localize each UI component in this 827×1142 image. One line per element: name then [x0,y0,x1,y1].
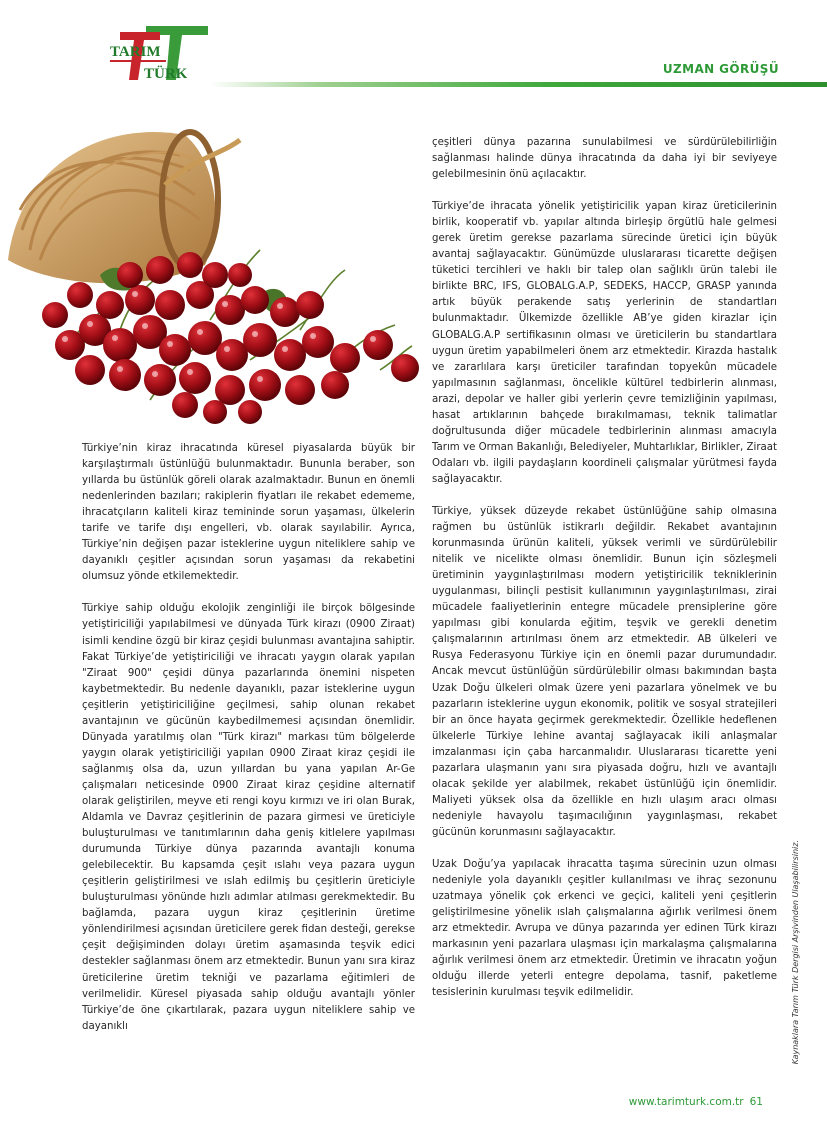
page-header [0,0,827,95]
right-text-column [432,135,777,1017]
header-divider [210,82,827,87]
paragraph: çeşitleri dünya pazarına sunulabilmesi ve sürdürülebilirliğin sağlanması halinde dünya ihracatında da daha iyi bir seviyeye gelebilmesinin önü açılacaktır. [432,137,777,181]
source-note: Kaynaklara Tarım Türk Dergisi Arşivinden Ulaşabilirsiniz. [791,840,800,1065]
section-title: UZMAN GÖRÜŞÜ [662,62,779,76]
website-link[interactable]: www.tarimturk.com.tr [628,1096,744,1108]
paragraph: Türkiye’nin kiraz ihracatında küresel piyasalarda büyük bir karşılaştırmalı üstünlüğü bulunmaktadır. Bununla beraber, son yıllarda bu üstünlük göreli olarak azalmaktadır. Bunun en önemli nedenlerinden bazıları; rakiplerin fiyatları ile rekabet edememe, ihracatçıların kaliteli kiraz temininde sorun yaşaması, ülkelerin tarife ve tarife dışı engelleri, vb. olarak sayılabilir. Ayrıca, Türkiye’nin değişen pazar isteklerine uygun niteliklere sahip ve dayanıklı çeşitler açısından sorun yaşaması da rekabetini olumsuz yönde etkilemektedir. [82,443,415,583]
wicker-basket [8,132,240,283]
paragraph: Türkiye sahip olduğu ekolojik zenginliği ile birçok bölgesinde yetiştiriciliği yapılabilmesi ve dünyada Türk kirazı (0900 Ziraat) isimli kendine özgü bir kiraz çeşidi bulunması avantajına sahiptir. Fakat Türkiye’de yetiştiriciliği ve ihracatı yaygın olarak yapılan "Ziraat 900" çeşidi dünya pazarlarında önemini nispeten kaybetmektedir. Bu nedenle dayanıklı, pazar isteklerine uygun çeşitlerin yetiştiriciliğine geçilmesi, sahip olunan rekabet avantajının ve gücünün kaybedilmemesi açısından önemlidir. Dünyada yaratılmış olan "Türk kirazı" markası tüm bölgelerde yaygın olarak yetiştiriciliği yapılan 0900 Ziraat kiraz çeşidi ile sağlanmış olsa da, uzun yıllardan bu yana yapılan Ar-Ge çalışmaları neticesinde 0900 Ziraat kiraz çeşidine alternatif olarak geliştirilen, meyve eti rengi koyu kırmızı ve iri olan Burak, Aldamla ve Davraz çeşitlerinin de pazara girmesi ve üreticiyle buluşturulması ve tanıtımlarının daha geniş kitlelere yapılması durumunda Türkiye dünya pazarında avantajlı konuma gelebilecektir. Bu kapsamda çeşit ıslahı veya pazara uygun çeşitlerin geliştirilmesi ve ıslah edilmiş bu çeşitlerin üreticiyle buluşturulması yönünde hızlı adımlar atılması gerekmektedir. Bu bağlamda, pazara uygun kiraz çeşitlerinin üretime yönlendirilmesi açısından üreticilere gerek fidan desteği, gerekse çeşit değişiminden dolayı üretim aşamasında teşvik edici destekler sağlanması önem arz etmektedir. Bunun yanı sıra kiraz üreticilerine üretim tekniği ve pazarlama eğitimleri de verilmelidir. Küresel piyasada sahip olduğu avantajlı yönler Türkiye’de öne çıkartılarak, pazara uygun niteliklere sahip ve dayanıklı [82,603,415,1032]
paragraph: Türkiye’de ihracata yönelik yetiştiricilik yapan kiraz üreticilerinin birlik, kooperatif vb. yapılar altında birleşip örgütlü hale gelmesi gerek üretim gerekse pazarlama sürecinde üretici için büyük avantaj sağlayacaktır. Günümüzde uluslararası ticarette değişen tüketici tercihleri ve haklı bir talep olan sağlıklı ürün talebi ile birlikte BRC, IFS, GLOBALG.A.P, SEDEKS, HACCP, GRASP yanında artık büyük perakende satış yerlerinin de standartları bulunmaktadır. Ülkemizde özellikle AB’ye giden kirazlar için GLOBALG.A.P sertifikasının olması ve üreticilerin bu standartlara uygun üretim yapabilmeleri önem arz etmektedir. Kirazda hastalık ve zararlılara karşı üreticiler tarafından topyekûn mücadele yapılmasının sağlanması, öncelikle kültürel tedbirlerin alınması, arazi, depolar ve haller gibi yerlerin çevre temizliğinin yapılması, hasat artıklarının bahçede bırakılmaması, teknik talimatlar doğrultusunda diğer mücadele tedbirlerinin alınması amacıyla Tarım ve Orman Bakanlığı, Belediyeler, Muhtarlıklar, Birlikler, Ziraat Odaları vb. ilgili paydaşların koordineli çalışmalar yürütmesi fayda sağlayacaktır. [432,201,777,485]
page-number: 61 [749,1096,763,1108]
page-footer [629,1096,763,1108]
cherries-basket-photo [0,100,425,430]
paragraph: Uzak Doğu’ya yapılacak ihracatta taşıma sürecinin uzun olması nedeniyle yola dayanıklı çeşitler kullanılması ve ihraç sezonunu uzatmaya yönelik çok erkenci ve geçici, kaliteli yeni çeşitlerin geliştirilmesine yönelik ıslah çalışmalarına ağırlık verilmesi önem arz etmektedir. Avrupa ve dünya pazarında yer edinen Türk kirazı markasının yeni pazarlara ulaşması için markalaşma çalışmalarına ağırlık verilmesi önem arz etmektedir. Üretimin ve ihracatın yoğun olduğu illerde yeterli entegre depolama, tasnif, paketleme tesislerinin kurulması teşvik edilmelidir. [432,858,777,999]
left-text-column [82,441,415,1051]
logo-text-turk: TÜRK [144,66,188,82]
logo-text-tarim: TARIM [110,44,161,60]
paragraph: Türkiye, yüksek düzeyde rekabet üstünlüğüne sahip olmasına rağmen bu üstünlük istikrarlı değildir. Rekabet avantajının korunmasında ürünün kaliteli, yüksek verimli ve sürdürülebilir nitelik ve nicelikte olması önemlidir. Bunun için sözleşmeli üretiminin yaygınlaştırılması modern yetiştiricilik tekniklerinin uygulanması, bilinçli pestisit kullanımının yaygınlaştırılması, zirai mücadele faaliyetlerinin entegre mücadele prensiplerine göre yapılması gibi konularda eğitim, teşvik ve gerekli denetim çalışmalarının artırılması önem arz etmektedir. AB ülkeleri ve Rusya Federasyonu Türkiye için en önemli pazar durumundadır. Ancak mevcut üstünlüğün sürdürülebilir olması bakımından başta Uzak Doğu ülkeleri olmak üzere yeni pazarlara yönelmek ve bu pazarların isteklerine uygun ekonomik, politik ve sosyal stratejileri bir an önce hayata geçirmek gerekmektedir. Özellikle hedeflenen ülkelerle Türkiye lehine avantaj sağlayacak ikili anlaşmalar imzalanması için çaba harcanmalıdır. Uluslararası ticarette yeni pazarlara ulaşmanın yanı sıra piyasada doğru, hızlı ve avantajlı olacak şekilde yer alabilmek, rekabet üstünlüğü için önemlidir. Maliyeti yüksek olsa da özellikle en hızlı ulaşım aracı olması nedeniyle havayolu taşımacılığının yaygınlaşması, rekabet gücünün korunmasını sağlayacaktır. [432,505,777,838]
tarim-turk-logo [110,22,215,84]
